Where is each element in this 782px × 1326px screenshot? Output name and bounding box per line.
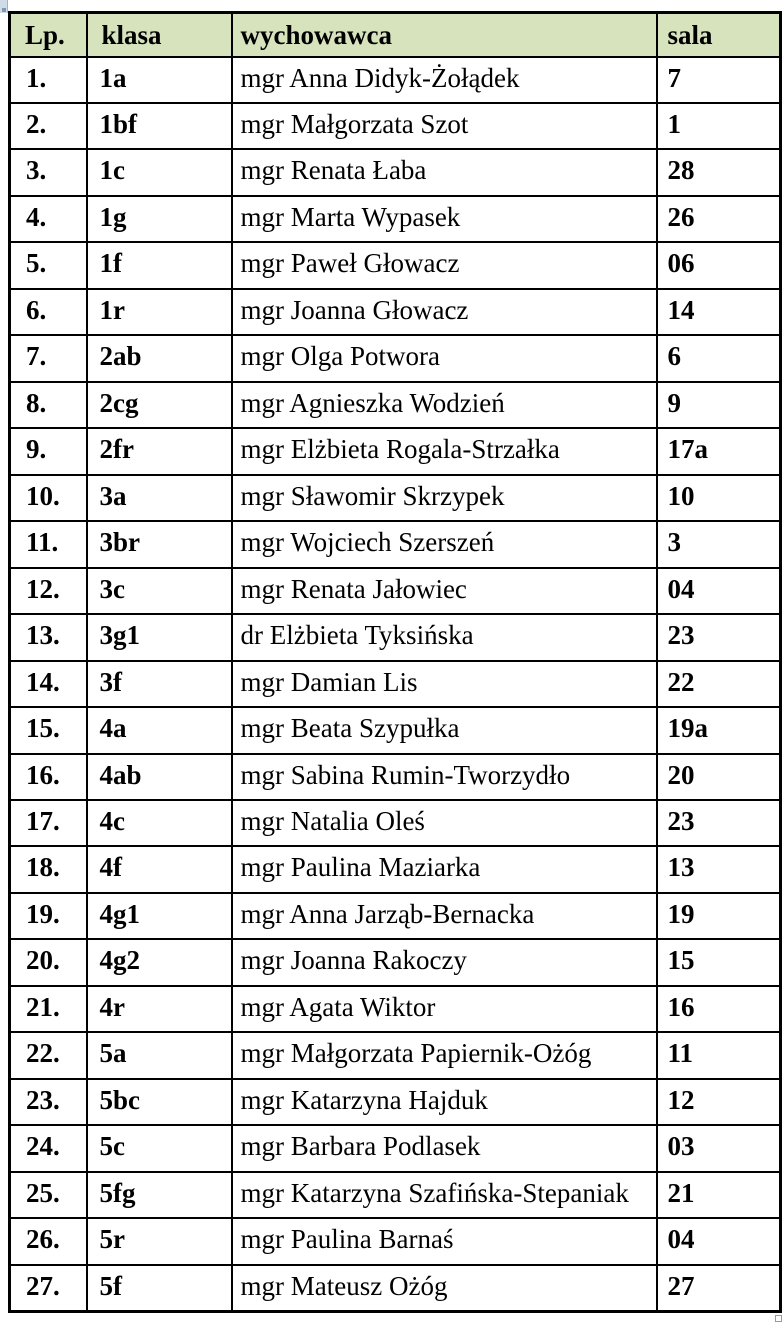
table-row bbox=[10, 1079, 781, 1125]
cell-sala: 10 bbox=[657, 475, 781, 521]
cell-lp: 7. bbox=[10, 335, 87, 381]
table-row bbox=[10, 103, 781, 149]
table-row bbox=[10, 382, 781, 428]
cell-klasa: 4r bbox=[87, 986, 232, 1032]
cell-wychowawca: mgr Agnieszka Wodzień bbox=[232, 382, 657, 428]
cell-sala: 27 bbox=[657, 1265, 781, 1312]
cell-lp: 27. bbox=[10, 1265, 87, 1312]
cell-klasa: 2ab bbox=[87, 335, 232, 381]
cell-wychowawca: mgr Wojciech Szerszeń bbox=[232, 521, 657, 567]
cell-klasa: 4g2 bbox=[87, 939, 232, 985]
cell-wychowawca: mgr Sławomir Skrzypek bbox=[232, 475, 657, 521]
cell-wychowawca: mgr Marta Wypasek bbox=[232, 196, 657, 242]
cell-lp: 22. bbox=[10, 1032, 87, 1078]
cell-sala: 15 bbox=[657, 939, 781, 985]
cell-klasa: 3c bbox=[87, 568, 232, 614]
cell-klasa: 1c bbox=[87, 149, 232, 195]
cell-sala: 7 bbox=[657, 57, 781, 103]
column-header-klasa: klasa bbox=[87, 13, 232, 57]
cell-lp: 16. bbox=[10, 754, 87, 800]
cell-lp: 1. bbox=[10, 57, 87, 103]
table-row bbox=[10, 196, 781, 242]
cell-sala: 9 bbox=[657, 382, 781, 428]
table-row bbox=[10, 149, 781, 195]
cell-sala: 03 bbox=[657, 1125, 781, 1171]
column-header-lp: Lp. bbox=[10, 13, 87, 57]
cell-klasa: 5c bbox=[87, 1125, 232, 1171]
column-header-sala: sala bbox=[657, 13, 781, 57]
cell-lp: 6. bbox=[10, 289, 87, 335]
cell-wychowawca: mgr Anna Jarząb-Bernacka bbox=[232, 893, 657, 939]
table-resize-handle[interactable] bbox=[775, 1315, 782, 1322]
cell-sala: 11 bbox=[657, 1032, 781, 1078]
cell-lp: 8. bbox=[10, 382, 87, 428]
cell-klasa: 1f bbox=[87, 242, 232, 288]
cell-lp: 24. bbox=[10, 1125, 87, 1171]
cell-wychowawca: mgr Joanna Głowacz bbox=[232, 289, 657, 335]
cell-sala: 14 bbox=[657, 289, 781, 335]
cell-wychowawca: mgr Barbara Podlasek bbox=[232, 1125, 657, 1171]
cell-klasa: 5f bbox=[87, 1265, 232, 1312]
table-row bbox=[10, 707, 781, 753]
cell-sala: 1 bbox=[657, 103, 781, 149]
cell-sala: 12 bbox=[657, 1079, 781, 1125]
cell-sala: 23 bbox=[657, 800, 781, 846]
cell-sala: 26 bbox=[657, 196, 781, 242]
class-teacher-table bbox=[8, 11, 782, 1313]
cell-wychowawca: dr Elżbieta Tyksińska bbox=[232, 614, 657, 660]
cell-klasa: 1g bbox=[87, 196, 232, 242]
cell-sala: 13 bbox=[657, 846, 781, 892]
cell-wychowawca: mgr Paweł Głowacz bbox=[232, 242, 657, 288]
cell-lp: 4. bbox=[10, 196, 87, 242]
cell-lp: 17. bbox=[10, 800, 87, 846]
cell-lp: 13. bbox=[10, 614, 87, 660]
cell-klasa: 4g1 bbox=[87, 893, 232, 939]
cell-klasa: 3br bbox=[87, 521, 232, 567]
table-row bbox=[10, 568, 781, 614]
cell-wychowawca: mgr Sabina Rumin-Tworzydło bbox=[232, 754, 657, 800]
cell-klasa: 1bf bbox=[87, 103, 232, 149]
cell-wychowawca: mgr Katarzyna Hajduk bbox=[232, 1079, 657, 1125]
cell-sala: 6 bbox=[657, 335, 781, 381]
cell-lp: 5. bbox=[10, 242, 87, 288]
cell-lp: 10. bbox=[10, 475, 87, 521]
cell-wychowawca: mgr Mateusz Ożóg bbox=[232, 1265, 657, 1312]
cell-sala: 04 bbox=[657, 568, 781, 614]
cell-lp: 12. bbox=[10, 568, 87, 614]
cell-sala: 21 bbox=[657, 1172, 781, 1218]
cell-lp: 18. bbox=[10, 846, 87, 892]
table-row bbox=[10, 335, 781, 381]
cell-lp: 11. bbox=[10, 521, 87, 567]
cell-sala: 28 bbox=[657, 149, 781, 195]
table-row bbox=[10, 661, 781, 707]
cell-lp: 26. bbox=[10, 1218, 87, 1264]
cell-klasa: 3g1 bbox=[87, 614, 232, 660]
cell-lp: 15. bbox=[10, 707, 87, 753]
cell-lp: 3. bbox=[10, 149, 87, 195]
cell-wychowawca: mgr Renata Łaba bbox=[232, 149, 657, 195]
cell-lp: 21. bbox=[10, 986, 87, 1032]
table-row bbox=[10, 1218, 781, 1264]
table-row bbox=[10, 986, 781, 1032]
cell-sala: 19a bbox=[657, 707, 781, 753]
cell-wychowawca: mgr Paulina Maziarka bbox=[232, 846, 657, 892]
cell-wychowawca: mgr Agata Wiktor bbox=[232, 986, 657, 1032]
table-row bbox=[10, 754, 781, 800]
cell-wychowawca: mgr Anna Didyk-Żołądek bbox=[232, 57, 657, 103]
cell-klasa: 1a bbox=[87, 57, 232, 103]
cell-klasa: 2fr bbox=[87, 428, 232, 474]
cell-klasa: 4c bbox=[87, 800, 232, 846]
cell-wychowawca: mgr Małgorzata Papiernik-Ożóg bbox=[232, 1032, 657, 1078]
table-row bbox=[10, 1265, 781, 1312]
cell-sala: 16 bbox=[657, 986, 781, 1032]
cell-klasa: 5fg bbox=[87, 1172, 232, 1218]
table-row bbox=[10, 1032, 781, 1078]
cell-klasa: 4ab bbox=[87, 754, 232, 800]
table-row bbox=[10, 57, 781, 103]
table-row bbox=[10, 939, 781, 985]
cell-lp: 23. bbox=[10, 1079, 87, 1125]
cell-klasa: 5r bbox=[87, 1218, 232, 1264]
table-row bbox=[10, 242, 781, 288]
table-row bbox=[10, 289, 781, 335]
cell-klasa: 1r bbox=[87, 289, 232, 335]
cell-klasa: 5bc bbox=[87, 1079, 232, 1125]
cell-lp: 14. bbox=[10, 661, 87, 707]
table-row bbox=[10, 1125, 781, 1171]
cell-klasa: 3a bbox=[87, 475, 232, 521]
table-row bbox=[10, 521, 781, 567]
cell-wychowawca: mgr Joanna Rakoczy bbox=[232, 939, 657, 985]
table-row bbox=[10, 893, 781, 939]
cell-sala: 3 bbox=[657, 521, 781, 567]
cell-lp: 25. bbox=[10, 1172, 87, 1218]
cell-klasa: 4a bbox=[87, 707, 232, 753]
table-header-row bbox=[10, 13, 781, 57]
cell-wychowawca: mgr Elżbieta Rogala-Strzałka bbox=[232, 428, 657, 474]
column-header-wychowawca: wychowawca bbox=[232, 13, 657, 57]
cell-wychowawca: mgr Natalia Oleś bbox=[232, 800, 657, 846]
cell-sala: 19 bbox=[657, 893, 781, 939]
cell-wychowawca: mgr Paulina Barnaś bbox=[232, 1218, 657, 1264]
cell-klasa: 3f bbox=[87, 661, 232, 707]
cell-sala: 17a bbox=[657, 428, 781, 474]
table-body bbox=[10, 57, 781, 1312]
table-move-handle-artifact bbox=[0, 0, 8, 13]
cell-klasa: 4f bbox=[87, 846, 232, 892]
table-row bbox=[10, 800, 781, 846]
cell-wychowawca: mgr Małgorzata Szot bbox=[232, 103, 657, 149]
cell-sala: 23 bbox=[657, 614, 781, 660]
cell-sala: 22 bbox=[657, 661, 781, 707]
cell-wychowawca: mgr Beata Szypułka bbox=[232, 707, 657, 753]
table-row bbox=[10, 475, 781, 521]
cell-lp: 20. bbox=[10, 939, 87, 985]
cell-wychowawca: mgr Damian Lis bbox=[232, 661, 657, 707]
cell-sala: 04 bbox=[657, 1218, 781, 1264]
cell-lp: 9. bbox=[10, 428, 87, 474]
table-row bbox=[10, 428, 781, 474]
cell-wychowawca: mgr Renata Jałowiec bbox=[232, 568, 657, 614]
cell-sala: 06 bbox=[657, 242, 781, 288]
table-row bbox=[10, 1172, 781, 1218]
cell-klasa: 5a bbox=[87, 1032, 232, 1078]
cell-sala: 20 bbox=[657, 754, 781, 800]
cell-klasa: 2cg bbox=[87, 382, 232, 428]
cell-lp: 2. bbox=[10, 103, 87, 149]
cell-lp: 19. bbox=[10, 893, 87, 939]
cell-wychowawca: mgr Olga Potwora bbox=[232, 335, 657, 381]
table-row bbox=[10, 614, 781, 660]
table-row bbox=[10, 846, 781, 892]
cell-wychowawca: mgr Katarzyna Szafińska-Stepaniak bbox=[232, 1172, 657, 1218]
